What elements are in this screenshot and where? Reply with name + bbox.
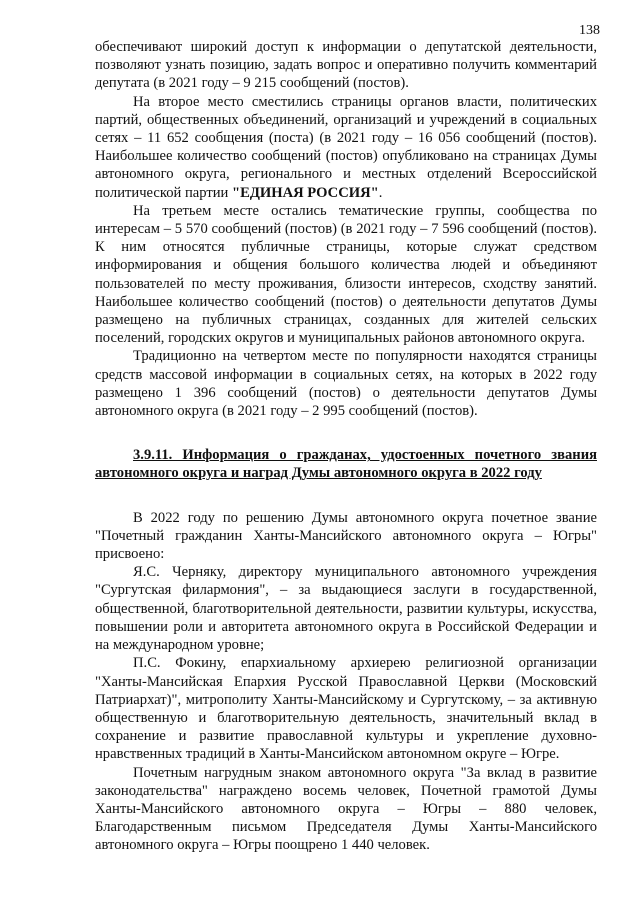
paragraph-2 <box>95 93 597 202</box>
section-heading: 3.9.11. Информация о гражданах, удостоенных почетного звания автономного округа и наград Думы автономного округа в 2022 году <box>95 447 597 482</box>
page-number: 138 <box>579 23 600 38</box>
paragraph-7: П.С. Фокину, епархиальному архиерею религиозной организации "Ханты-Мансийская Епархия Русской Православной Церкви (Московский Патриархат)", митрополиту Ханты-Мансийскому и Сургутскому, – за активную общественную и благотворительную деятельность, значительный вклад в сохранение и развитие православной культуры и укрепление духовно-нравственных традиций в Ханты-Мансийском автономном округе – Югре. <box>95 655 597 763</box>
paragraph-5: В 2022 году по решению Думы автономного округа почетное звание "Почетный гражданин Ханты-Мансийского автономного округа – Югры" присвоено: <box>95 509 597 563</box>
paragraph-2-text: На второе место сместились страницы органов власти, политических партий, общественных объединений, организаций и учреждений в социальных сетях – 11 652 сообщения (поста) (в 2021 году – 16 056 сообщений (постов). Наибольшее количество сообщений (постов) опубликовано на страницах Думы автономного округа, регионального и местных отделений Всероссийской политической партии <box>95 93 597 201</box>
paragraph-6: Я.С. Черняку, директору муниципального автономного учреждения "Сургутская филармония", – за выдающиеся заслуги в государственной, общественной, благотворительной деятельности, развитии культуры, искусства, повышении роли и авторитета автономного округа в Российской Федерации и на международном уровне; <box>95 564 597 654</box>
page-body <box>95 38 597 855</box>
paragraph-3: На третьем месте остались тематические группы, сообщества по интересам – 5 570 сообщений (постов) (в 2021 году – 7 596 сообщений (постов). К ним относятся публичные страницы, которые служат средством информирования и общения большого количества людей и объединяют пользователей по месту проживания, близости интересов, сходству занятий. Наибольшее количество сообщений (постов) о деятельности депутатов Думы размещено на публичных страницах, созданных для жителей сельских поселений, городских округов и муниципальных районов автономного округа. <box>95 202 597 347</box>
party-name: "ЕДИНАЯ РОССИЯ" <box>232 184 379 201</box>
paragraph-8: Почетным нагрудным знаком автономного округа "За вклад в развитие законодательства" награждено восемь человек, Почетной грамотой Думы Ханты-Мансийского автономного округа – Югры – 880 человек, Благодарственным письмом Председателя Думы Ханты-Мансийского автономного округа – Югры поощрено 1 440 человек. <box>95 764 597 854</box>
paragraph-1: обеспечивают широкий доступ к информации о депутатской деятельности, позволяют узнать позицию, задать вопрос и оперативно получить комментарий депутата (в 2021 году – 9 215 сообщений (постов). <box>95 39 597 92</box>
paragraph-4: Традиционно на четвертом месте по популярности находятся страницы средств массовой информации в социальных сетях, на которых в 2022 году размещено 1 396 сообщений (постов) о деятельности депутатов Думы автономного округа (в 2021 году – 2 995 сообщений (постов). <box>95 348 597 420</box>
paragraph-2-end: . <box>378 184 383 201</box>
